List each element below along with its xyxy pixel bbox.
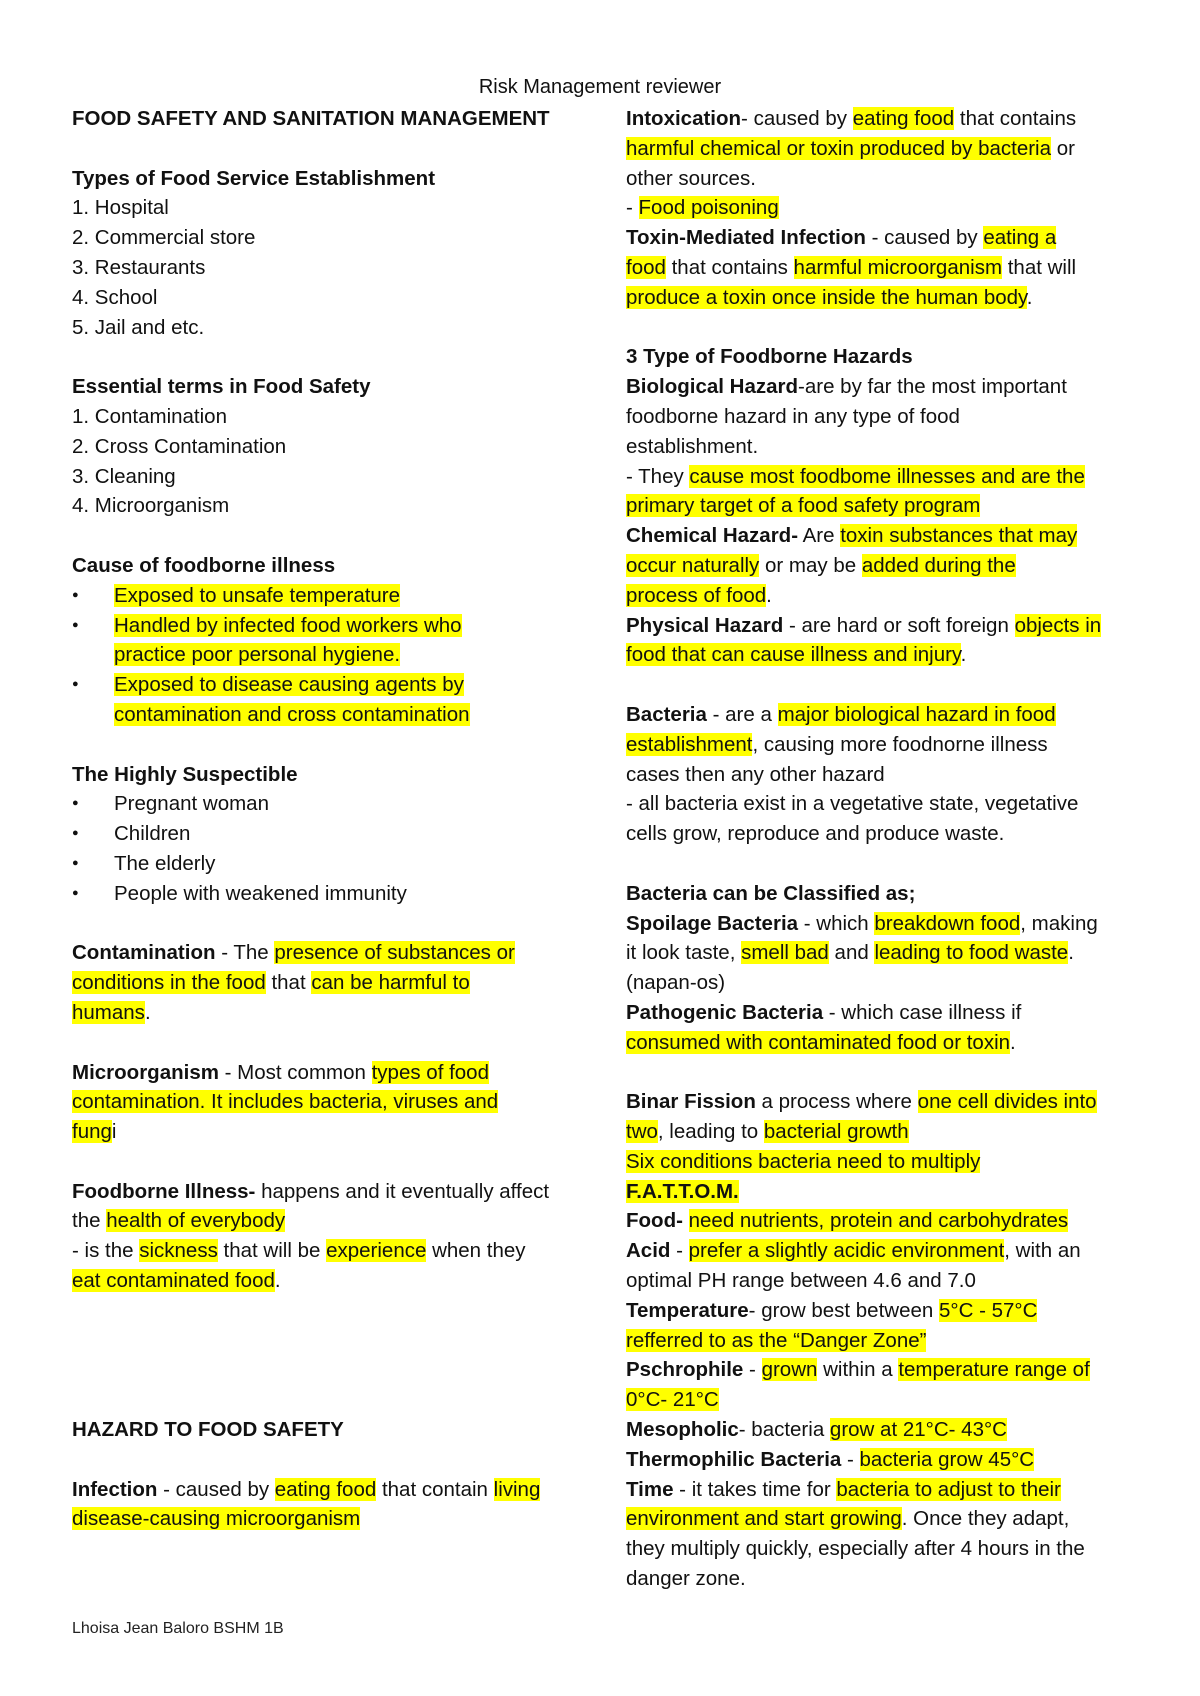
text-line	[72, 193, 612, 223]
text-line	[626, 253, 1146, 283]
term-label: Contamination	[72, 941, 216, 965]
text-run: 4. School	[72, 285, 158, 309]
text-line	[72, 700, 612, 730]
text-line	[72, 1206, 612, 1236]
text-line	[626, 432, 1146, 462]
text-run: happens and it eventually affect	[255, 1179, 550, 1203]
text-line	[626, 1534, 1146, 1564]
text-line	[626, 700, 1146, 730]
text-run: that will be	[217, 1239, 327, 1263]
text-run: that contain	[376, 1477, 494, 1501]
term-label: Pathogenic Bacteria	[626, 1000, 824, 1024]
text-run: - is the	[72, 1239, 140, 1263]
text-run: other sources.	[626, 166, 756, 190]
text-run: Types of Food Service Establishment	[72, 166, 436, 190]
text-run: - all bacteria exist in a vegetative state, vegetative	[626, 792, 1079, 816]
text-run: or	[1051, 136, 1075, 160]
text-run: 5. Jail and etc.	[72, 315, 205, 339]
text-line	[626, 134, 1146, 164]
highlighted-text: experience	[326, 1239, 427, 1263]
text-line	[626, 1475, 1146, 1505]
text-line	[626, 1355, 1146, 1385]
text-line	[626, 1236, 1146, 1266]
text-run: FOOD SAFETY AND SANITATION MANAGEMENT	[72, 107, 550, 130]
text-line	[72, 402, 612, 432]
spacer	[626, 849, 1146, 879]
bullet-item	[72, 670, 612, 700]
highlighted-text: eating food	[274, 1477, 377, 1501]
text-run: cells grow, reproduce and produce waste.	[626, 822, 1005, 846]
text-line	[72, 938, 612, 968]
text-line	[626, 968, 1146, 998]
bullet-item	[72, 879, 612, 909]
text-run: - which	[798, 911, 875, 935]
text-line	[626, 1326, 1146, 1356]
text-run: Children	[114, 822, 191, 846]
page-title: Risk Management reviewer	[478, 76, 722, 98]
text-run: when they	[426, 1239, 526, 1263]
term-label: Foodborne Illness-	[72, 1179, 256, 1203]
text-run: - grow best between	[748, 1298, 939, 1322]
highlighted-text: types of food	[371, 1060, 489, 1084]
highlighted-text: cause most foodbome illnesses and are the	[689, 464, 1085, 488]
spacer	[72, 1326, 612, 1356]
spacer	[72, 342, 612, 372]
text-run: , leading to	[657, 1120, 764, 1144]
text-line	[626, 462, 1146, 492]
text-run: HAZARD TO FOOD SAFETY	[72, 1418, 344, 1442]
text-run: - caused by	[157, 1477, 275, 1501]
text-run: .	[1010, 1030, 1016, 1054]
text-run: that contains	[954, 107, 1077, 130]
term-label: Biological Hazard	[626, 375, 799, 399]
text-line	[626, 1206, 1146, 1236]
text-run: .	[144, 1000, 151, 1024]
text-line	[72, 1087, 612, 1117]
text-line	[72, 432, 612, 462]
highlighted-text: occur naturally	[626, 553, 760, 577]
spacer	[72, 1445, 612, 1475]
highlighted-text: leading to food waste	[874, 941, 1069, 965]
highlighted-text: smell bad	[741, 941, 829, 965]
spacer	[72, 909, 612, 939]
highlighted-text: presence of substances or	[274, 941, 515, 965]
highlighted-text: harmful microorganism	[793, 255, 1003, 279]
highlighted-text: Handled by infected food workers who	[114, 613, 462, 637]
highlighted-text: F.A.T.T.O.M.	[626, 1179, 739, 1203]
term-label: Food-	[626, 1209, 683, 1233]
text-line	[72, 1058, 612, 1088]
text-line	[72, 998, 612, 1028]
text-run: -	[841, 1447, 860, 1471]
term-label: Intoxication	[626, 107, 742, 130]
bullet-item	[72, 581, 612, 611]
highlighted-text: toxin substances that may	[840, 524, 1078, 548]
highlighted-text: Food poisoning	[638, 196, 779, 220]
highlighted-text: eat contaminated food	[72, 1269, 275, 1293]
text-line	[626, 1028, 1146, 1058]
highlighted-text: eating a	[983, 226, 1057, 250]
term-label: Infection	[72, 1477, 158, 1501]
text-run: - Most common	[218, 1060, 372, 1084]
text-line	[626, 760, 1146, 790]
highlighted-text: need nutrients, protein and carbohydrates	[688, 1209, 1069, 1233]
highlighted-text: 0°C- 21°C	[626, 1388, 719, 1412]
text-line	[72, 283, 612, 313]
bullet-item	[72, 789, 612, 819]
text-line	[626, 938, 1146, 968]
highlighted-text: grow at 21°C- 43°C	[829, 1418, 1007, 1442]
text-line	[72, 253, 612, 283]
text-line	[72, 1117, 612, 1147]
spacer	[72, 1028, 612, 1058]
text-line	[626, 1147, 1146, 1177]
text-line	[626, 1564, 1146, 1594]
term-label: Time	[626, 1477, 674, 1501]
bullet-item	[72, 819, 612, 849]
term-label: Spoilage Bacteria	[626, 911, 799, 935]
text-line	[72, 1177, 612, 1207]
text-run: , with an	[1004, 1239, 1081, 1263]
highlighted-text: conditions in the food	[72, 971, 266, 995]
text-run: cases then any other hazard	[626, 762, 885, 786]
text-run: they multiply quickly, especially after 4 hours in the	[626, 1537, 1085, 1561]
text-run: .	[766, 583, 772, 607]
spacer	[626, 313, 1146, 343]
bullet-item	[72, 849, 612, 879]
text-line	[626, 1296, 1146, 1326]
text-line	[72, 1266, 612, 1296]
text-run: , causing more foodnorne illness	[752, 732, 1048, 756]
section-heading	[72, 551, 612, 581]
text-run: -	[743, 1358, 762, 1382]
text-run: 1. Contamination	[72, 404, 227, 428]
text-line	[626, 491, 1146, 521]
highlighted-text: living	[493, 1477, 541, 1501]
text-line	[626, 1385, 1146, 1415]
spacer	[72, 134, 612, 164]
text-run: 1. Hospital	[72, 196, 169, 220]
text-run: optimal PH range between 4.6 and 7.0	[626, 1269, 976, 1293]
text-run: it look taste,	[626, 941, 742, 965]
highlighted-text: disease-causing microorganism	[72, 1507, 361, 1531]
highlighted-text: Exposed to unsafe temperature	[114, 583, 401, 607]
text-run: 4. Microorganism	[72, 494, 230, 518]
highlighted-text: primary target of a food safety program	[626, 494, 981, 518]
spacer	[626, 670, 1146, 700]
highlighted-text: contamination and cross contamination	[114, 702, 470, 726]
term-label: Bacteria	[626, 702, 707, 726]
text-run: Cause of foodborne illness	[72, 553, 336, 577]
text-run: establishment.	[626, 434, 759, 458]
term-label: Acid	[626, 1239, 671, 1263]
text-run: (napan-os)	[626, 971, 726, 995]
text-line	[72, 462, 612, 492]
text-run: - which case illness if	[823, 1000, 1022, 1024]
text-line	[626, 1415, 1146, 1445]
text-line	[626, 402, 1146, 432]
highlighted-text: major biological hazard in food	[777, 702, 1056, 726]
text-line	[72, 640, 612, 670]
text-line	[626, 223, 1146, 253]
text-run: that contains	[665, 255, 794, 279]
term-label: Chemical Hazard-	[626, 524, 799, 548]
spacer	[72, 1385, 612, 1415]
text-run: i	[111, 1120, 117, 1144]
bullet-item	[72, 611, 612, 641]
highlighted-text: produce a toxin once inside the human body	[626, 285, 1027, 309]
term-label: Binar Fission	[626, 1090, 756, 1114]
text-run: - They	[626, 464, 690, 488]
text-line	[626, 164, 1146, 194]
spacer	[72, 1147, 612, 1177]
text-line	[72, 1475, 612, 1505]
text-run: the	[72, 1209, 107, 1233]
highlighted-text: one cell divides into	[917, 1090, 1097, 1114]
text-run: danger zone.	[626, 1567, 746, 1591]
text-run: .	[1068, 941, 1074, 965]
highlighted-text: 5°C - 57°C	[938, 1298, 1038, 1322]
text-run: - caused by	[865, 226, 984, 250]
text-run: 3 Type of Foodborne Hazards	[626, 345, 913, 369]
highlighted-text: contamination. It includes bacteria, viruses and	[72, 1090, 499, 1114]
text-line	[626, 581, 1146, 611]
highlighted-text: health of everybody	[106, 1209, 286, 1233]
section-heading	[72, 164, 612, 194]
term-label: Physical Hazard	[626, 613, 784, 637]
text-run: that	[265, 971, 312, 995]
text-line	[626, 789, 1146, 819]
text-run: - The	[215, 941, 275, 965]
highlighted-text: refferred to as the “Danger Zone”	[626, 1328, 927, 1352]
text-run: - caused by	[741, 107, 853, 130]
highlighted-text: sickness	[139, 1239, 218, 1263]
highlighted-text: bacteria grow 45°C	[859, 1447, 1035, 1471]
highlighted-text: process of food	[626, 583, 767, 607]
text-line	[626, 611, 1146, 641]
text-run: People with weakened immunity	[114, 881, 407, 905]
text-run: , making	[1020, 911, 1098, 935]
text-run: - are a	[706, 702, 778, 726]
text-run: The Highly Suspectible	[72, 762, 298, 786]
highlighted-text: humans	[72, 1000, 145, 1024]
text-run: - it takes time for	[673, 1477, 837, 1501]
text-line	[72, 968, 612, 998]
text-run: 2. Cross Contamination	[72, 434, 287, 458]
text-run: . Once they adapt,	[901, 1507, 1070, 1531]
section-heading	[72, 372, 612, 402]
highlighted-text: two	[626, 1120, 658, 1144]
section-heading	[626, 342, 1146, 372]
text-line	[626, 551, 1146, 581]
highlighted-text: objects in	[1014, 613, 1102, 637]
text-run: - are hard or soft foreign	[783, 613, 1015, 637]
highlighted-text: eating food	[852, 107, 955, 130]
text-line	[626, 193, 1146, 223]
section-heading	[72, 104, 612, 134]
text-run: The elderly	[114, 851, 216, 875]
highlighted-text: added during the	[861, 553, 1016, 577]
text-line	[626, 1087, 1146, 1117]
highlighted-text: environment and start growing	[626, 1507, 902, 1531]
text-run: 3. Restaurants	[72, 255, 206, 279]
text-run: 3. Cleaning	[72, 464, 176, 488]
text-run: .	[960, 643, 967, 667]
term-label: Thermophilic Bacteria	[626, 1447, 842, 1471]
text-line	[72, 313, 612, 343]
text-run: .	[274, 1269, 281, 1293]
text-run: -are by far the most important	[798, 375, 1067, 399]
highlighted-text: fung	[72, 1120, 112, 1144]
text-line	[626, 1266, 1146, 1296]
text-line	[626, 372, 1146, 402]
text-run: 2. Commercial store	[72, 226, 256, 250]
spacer	[72, 730, 612, 760]
highlighted-text: establishment	[626, 732, 753, 756]
text-run: .	[1026, 285, 1033, 309]
right-column	[626, 104, 1146, 1594]
section-heading	[72, 1415, 612, 1445]
term-label: Microorganism	[72, 1060, 219, 1084]
text-run: or may be	[759, 553, 862, 577]
section-heading	[626, 1177, 1146, 1207]
term-label: Toxin-Mediated Infection	[626, 226, 866, 250]
text-line	[72, 1236, 612, 1266]
text-line	[626, 640, 1146, 670]
highlighted-text: grown	[761, 1358, 818, 1382]
spacer	[626, 1058, 1146, 1088]
text-run: -	[670, 1239, 689, 1263]
highlighted-text: consumed with contaminated food or toxin	[626, 1030, 1011, 1054]
text-line	[626, 909, 1146, 939]
highlighted-text: breakdown food	[874, 911, 1021, 935]
text-line	[626, 998, 1146, 1028]
left-column	[72, 104, 612, 1534]
text-run: Essential terms in Food Safety	[72, 375, 371, 399]
text-line	[626, 1504, 1146, 1534]
text-run: a process where	[755, 1090, 918, 1114]
page-footer: Lhoisa Jean Baloro BSHM 1B	[72, 1620, 284, 1637]
text-run: -	[626, 196, 639, 220]
spacer	[72, 1296, 612, 1326]
highlighted-text: food that can cause illness and injury	[626, 643, 961, 667]
term-label: Pschrophile	[626, 1358, 744, 1382]
highlighted-text: temperature range of	[898, 1358, 1090, 1382]
text-line	[626, 819, 1146, 849]
text-run: Are	[798, 524, 841, 548]
section-heading	[626, 879, 1146, 909]
highlighted-text: prefer a slightly acidic environment	[688, 1239, 1005, 1263]
term-label: Temperature	[626, 1298, 749, 1322]
text-line	[626, 283, 1146, 313]
text-run: - bacteria	[738, 1418, 830, 1442]
text-run: that will	[1002, 255, 1077, 279]
text-line	[626, 730, 1146, 760]
highlighted-text: Exposed to disease causing agents by	[114, 673, 464, 697]
highlighted-text: bacteria to adjust to their	[836, 1477, 1061, 1501]
highlighted-text: bacterial growth	[763, 1120, 909, 1144]
term-label: Mesopholic	[626, 1418, 739, 1442]
highlighted-text: can be harmful to	[311, 971, 470, 995]
text-line	[626, 1117, 1146, 1147]
text-run: Bacteria can be Classified as;	[626, 881, 916, 905]
text-run	[683, 1209, 689, 1232]
text-line	[72, 491, 612, 521]
text-line	[72, 1504, 612, 1534]
text-line	[626, 1445, 1146, 1475]
text-line	[626, 104, 1146, 134]
highlighted-text: practice poor personal hygiene.	[114, 643, 401, 667]
highlighted-text: harmful chemical or toxin produced by bacteria	[626, 136, 1052, 160]
spacer	[72, 521, 612, 551]
text-run: Pregnant woman	[114, 792, 269, 816]
text-run: and	[828, 941, 875, 965]
section-heading	[72, 760, 612, 790]
text-run: within a	[817, 1358, 899, 1382]
text-run: foodborne hazard in any type of food	[626, 404, 960, 428]
text-line	[626, 521, 1146, 551]
text-line	[72, 223, 612, 253]
highlighted-text: Six conditions bacteria need to multiply	[626, 1149, 981, 1173]
highlighted-text: food	[626, 255, 666, 279]
spacer	[72, 1355, 612, 1385]
